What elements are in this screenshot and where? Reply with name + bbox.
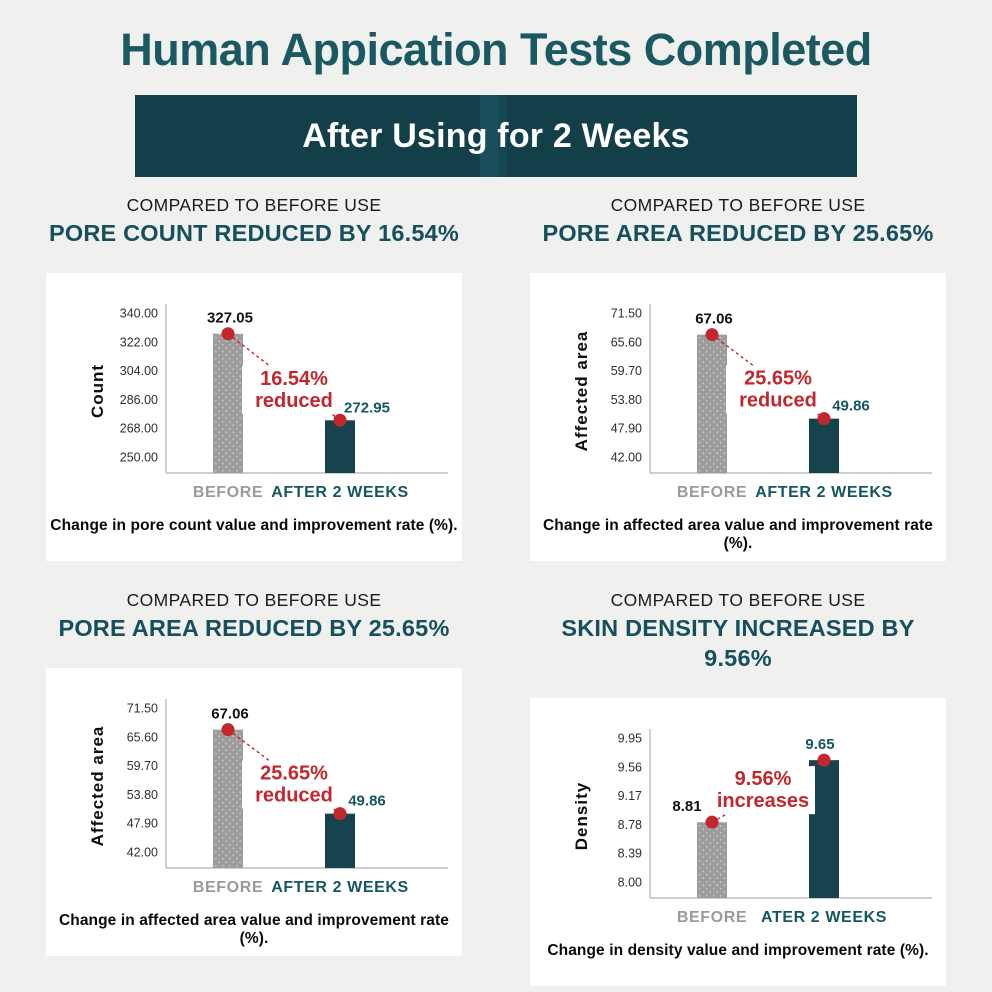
svg-text:67.06: 67.06: [211, 705, 249, 723]
svg-text:BEFORE: BEFORE: [676, 909, 748, 926]
svg-text:47.90: 47.90: [126, 816, 158, 831]
svg-text:42.00: 42.00: [610, 450, 642, 465]
svg-text:53.80: 53.80: [610, 392, 642, 407]
quadrant-pore-count: [46, 196, 462, 561]
chart-card: [530, 273, 946, 561]
chart-caption: Change in affected area value and improvement rate (%).: [58, 912, 450, 947]
chart-caption: Change in affected area value and improvement rate (%).: [542, 517, 934, 552]
pore-count-bar-chart: [46, 273, 462, 511]
svg-text:8.81: 8.81: [672, 798, 702, 816]
svg-text:327.05: 327.05: [207, 309, 253, 327]
svg-text:BEFORE: BEFORE: [192, 484, 264, 501]
svg-text:322.00: 322.00: [119, 335, 158, 350]
svg-text:BEFORE: BEFORE: [192, 879, 264, 896]
chart-header: COMPARED TO BEFORE USE: [126, 195, 382, 215]
svg-text:65.60: 65.60: [610, 335, 642, 350]
svg-text:71.50: 71.50: [610, 306, 642, 321]
svg-text:BEFORE: BEFORE: [676, 484, 748, 501]
chart-headline: PORE AREA REDUCED BY 25.65%: [542, 220, 934, 246]
svg-text:Density: Density: [572, 781, 591, 851]
chart-caption: Change in density value and improvement rate (%).: [547, 942, 929, 959]
pore-area-bar-chart: [530, 273, 946, 511]
svg-text:increases: increases: [716, 790, 810, 813]
svg-text:9.95: 9.95: [617, 731, 642, 746]
chart-header: COMPARED TO BEFORE USE: [610, 195, 866, 215]
svg-text:59.70: 59.70: [610, 364, 642, 379]
svg-text:9.17: 9.17: [617, 789, 642, 804]
chart-headline: PORE COUNT REDUCED BY 16.54%: [49, 220, 459, 246]
chart-header: COMPARED TO BEFORE USE: [610, 590, 866, 610]
svg-text:71.50: 71.50: [126, 701, 158, 716]
svg-text:53.80: 53.80: [126, 787, 158, 802]
svg-text:reduced: reduced: [255, 390, 333, 412]
svg-text:9.65: 9.65: [805, 736, 835, 754]
chart-card: [530, 698, 946, 986]
page-title: Human Appication Tests Completed: [120, 24, 872, 75]
quadrant-pore-area-top: [530, 196, 946, 561]
subtitle-banner: [135, 95, 857, 177]
svg-text:AFTER 2 WEEKS: AFTER 2 WEEKS: [755, 484, 893, 501]
svg-text:8.39: 8.39: [617, 846, 642, 861]
svg-text:reduced: reduced: [739, 389, 817, 412]
quadrant-skin-density: [530, 591, 946, 986]
charts-grid: [0, 196, 992, 986]
svg-text:42.00: 42.00: [126, 845, 158, 860]
svg-text:AFTER 2 WEEKS: AFTER 2 WEEKS: [271, 484, 409, 501]
quadrant-pore-area-bottom: [46, 591, 462, 986]
chart-caption: Change in pore count value and improvement rate (%).: [50, 517, 458, 534]
svg-text:25.65%: 25.65%: [744, 367, 812, 390]
svg-text:25.65%: 25.65%: [260, 762, 328, 785]
svg-text:340.00: 340.00: [119, 306, 158, 321]
chart-card: [46, 668, 462, 956]
subtitle-banner-text: After Using for 2 Weeks: [302, 116, 690, 155]
svg-text:47.90: 47.90: [610, 421, 642, 436]
svg-text:59.70: 59.70: [126, 759, 158, 774]
svg-text:AFTER 2 WEEKS: AFTER 2 WEEKS: [271, 879, 409, 896]
chart-header: COMPARED TO BEFORE USE: [126, 590, 382, 610]
svg-text:9.56%: 9.56%: [734, 768, 792, 791]
svg-text:8.00: 8.00: [617, 875, 642, 890]
svg-text:65.60: 65.60: [126, 730, 158, 745]
svg-text:250.00: 250.00: [119, 450, 158, 465]
svg-text:9.56: 9.56: [617, 760, 642, 775]
svg-text:reduced: reduced: [255, 784, 333, 807]
svg-text:67.06: 67.06: [695, 310, 733, 328]
chart-card: [46, 273, 462, 561]
svg-text:16.54%: 16.54%: [260, 368, 328, 390]
svg-text:Affected area: Affected area: [572, 330, 591, 452]
chart-headline: SKIN DENSITY INCREASED BY 9.56%: [561, 615, 915, 671]
svg-text:49.86: 49.86: [348, 792, 386, 810]
svg-text:272.95: 272.95: [344, 399, 390, 417]
svg-text:ATER 2 WEEKS: ATER 2 WEEKS: [760, 909, 888, 926]
svg-text:8.78: 8.78: [617, 817, 642, 832]
svg-text:Count: Count: [88, 363, 107, 419]
chart-headline: PORE AREA REDUCED BY 25.65%: [58, 615, 450, 641]
svg-text:268.00: 268.00: [119, 421, 158, 436]
pore-area-bar-chart: [46, 668, 462, 906]
svg-text:Affected area: Affected area: [88, 725, 107, 847]
skin-density-bar-chart: [530, 698, 946, 936]
svg-text:304.00: 304.00: [119, 364, 158, 379]
svg-text:49.86: 49.86: [832, 397, 870, 415]
svg-text:286.00: 286.00: [119, 392, 158, 407]
